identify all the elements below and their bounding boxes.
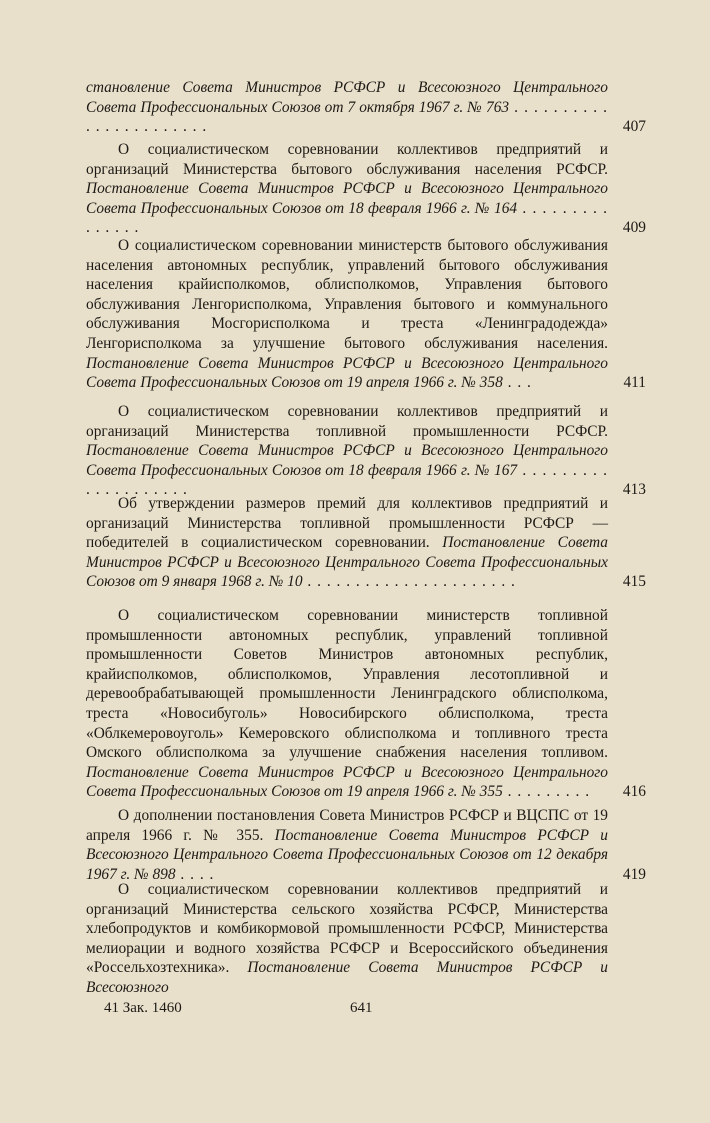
page-number: 415 — [622, 573, 646, 591]
toc-entry-8: О социалистическом соревновании коллективов предприятий и организаций Министерства сельского хозяйства РСФСР, Министерства хлебопродуктов и комбикормовой промышленности РСФСР, Министерства мелиорации и водного хозяйства РСФСР и Всероссийского объединения «Россельхозтехника». Постановление Совета Министров РСФСР и Всесоюзного — [86, 881, 608, 996]
page-number: 407 — [622, 118, 646, 136]
toc-entry-1: становление Совета Министров РСФСР и Всесоюзного Центрального Совета Профессиональных Союзов от 7 октября 1967 г. № 763 . . . . . . . . . . . . . . . . . . . . . . . 407 — [86, 79, 646, 136]
toc-entry-4: О социалистическом соревновании коллективов предприятий и организаций Министерства топливной промышленности РСФСР. Постановление Совета Министров РСФСР и Всесоюзного Центрального Совета Профессиональных Союзов от 18 февраля 1966 г. № 167 . . . . . . . . . . . . . . . . . . . . 413 — [86, 403, 646, 499]
toc-entry-7: О дополнении постановления Совета Министров РСФСР и ВЦСПС от 19 апреля 1966 г. № 355. Постановление Совета Министров РСФСР и Всесоюзного Центрального Совета Профессиональных Союзов от 12 декабря 1967 г. № 898 . . . . 419 — [86, 807, 646, 883]
toc-entry-2: О социалистическом соревновании коллективов предприятий и организаций Министерства бытового обслуживания населения РСФСР. Постановление Совета Министров РСФСР и Всесоюзного Центрального Совета Профессиональных Союзов от 18 февраля 1966 г. № 164 . . . . . . . . . . . . . . . 409 — [86, 141, 646, 237]
page-number: 409 — [622, 219, 646, 237]
toc-entry-3: О социалистическом соревновании министерств бытового обслуживания населения автономных республик, управлений бытового обслуживания населения крайисполкомов, облисполкомов, Управления бытового обслуживания Ленгорисполкома, Управления бытового и коммунального обслуживания Мосгорисполкома и треста «Ленинградодежда» Ленгорисполкома за улучшение бытового обслуживания населения. Постановление Совета Министров РСФСР и Всесоюзного Центрального Совета Профессиональных Союзов от 19 апреля 1966 г. № 358 . . . 411 — [86, 237, 646, 392]
page-number: 419 — [622, 865, 646, 883]
page-number: 411 — [623, 374, 646, 392]
page-number: 416 — [622, 783, 646, 801]
footer-print-order: 41 Зак. 1460 — [104, 1000, 182, 1016]
page-number: 413 — [622, 481, 646, 499]
toc-entry-5: Об утверждении размеров премий для коллективов предприятий и организаций Министерства топливной промышленности РСФСР — победителей в социалистическом соревновании. Постановление Совета Министров РСФСР и Всесоюзного Центрального Совета Профессиональных Союзов от 9 января 1968 г. № 10 . . . . . . . . . . . . . . . . . . . . . . 415 — [86, 495, 646, 591]
toc-entry-6: О социалистическом соревновании министерств топливной промышленности автономных республик, управлений топливной промышленности Советов Министров автономных республик, крайисполкомов, облисполкомов, Управления лесотопливной и деревообрабатывающей промышленности Ленинградского облисполкома, треста «Новосибуголь» Новосибирского облисполкома, треста «Облкемеровоуголь» Кемеровского облисполкома и топливного треста Омского облисполкома за улучшение снабжения населения топливом. Постановление Совета Министров РСФСР и Всесоюзного Центрального Совета Профессиональных Союзов от 19 апреля 1966 г. № 355 . . . . . . . . . 416 — [86, 607, 646, 801]
footer-page-number: 641 — [350, 1000, 373, 1016]
